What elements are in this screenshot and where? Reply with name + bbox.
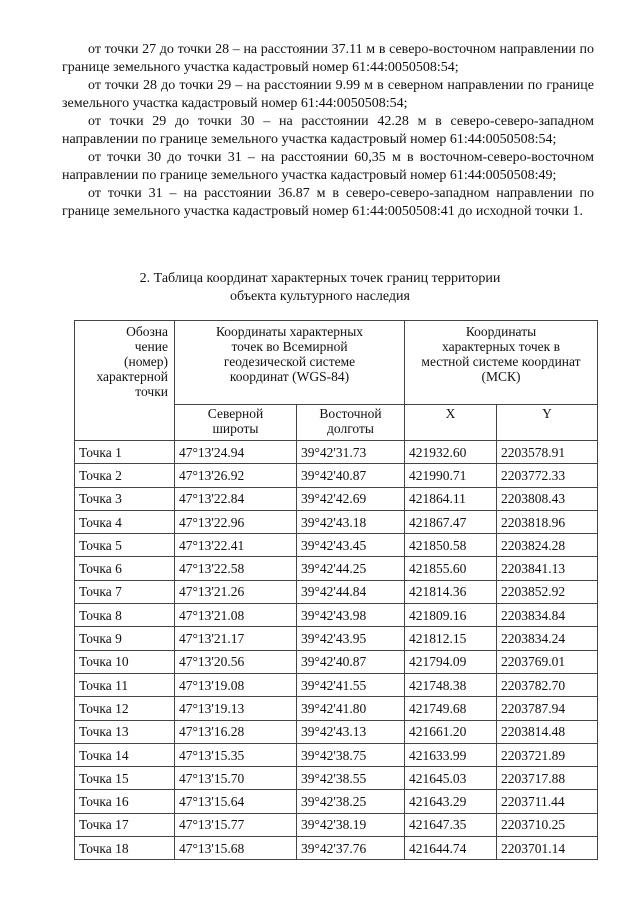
cell-lat: 47°13'15.77 xyxy=(175,813,297,836)
cell-lat: 47°13'15.68 xyxy=(175,837,297,860)
cell-y: 2203710.25 xyxy=(497,813,598,836)
cell-name: Точка 3 xyxy=(75,487,175,510)
cell-y: 2203852.92 xyxy=(497,580,598,603)
cell-x: 421661.20 xyxy=(405,720,497,743)
header-msk: Координаты характерных точек в местной системе координат (МСК) xyxy=(405,321,598,405)
paragraph-4: от точки 30 до точки 31 – на расстоянии 60,35 м в восточном-северо-восточном направлении по границе земельного участка кадастровый номер 61:44:0050508:49; xyxy=(62,150,594,183)
cell-name: Точка 5 xyxy=(75,534,175,557)
subheader-north: Северной широты xyxy=(175,405,297,441)
cell-lon: 39°42'40.87 xyxy=(297,650,405,673)
cell-name: Точка 4 xyxy=(75,510,175,533)
cell-name: Точка 9 xyxy=(75,627,175,650)
cell-name: Точка 16 xyxy=(75,790,175,813)
cell-name: Точка 2 xyxy=(75,464,175,487)
paragraph-5: от точки 31 – на расстоянии 36.87 м в северо-северо-западном направлении по границе земельного участка кадастровый номер 61:44:0050508:41 до исходной точки 1. xyxy=(62,186,594,219)
header-point-designation: Обозна чение (номер) характерной точки xyxy=(75,321,175,441)
table-row xyxy=(75,650,598,673)
table-row xyxy=(75,813,598,836)
cell-name: Точка 15 xyxy=(75,767,175,790)
cell-x: 421867.47 xyxy=(405,510,497,533)
table-row xyxy=(75,720,598,743)
cell-y: 2203818.96 xyxy=(497,510,598,533)
cell-x: 421633.99 xyxy=(405,743,497,766)
cell-name: Точка 1 xyxy=(75,441,175,464)
table-row xyxy=(75,487,598,510)
cell-lat: 47°13'26.92 xyxy=(175,464,297,487)
cell-name: Точка 13 xyxy=(75,720,175,743)
cell-x: 421850.58 xyxy=(405,534,497,557)
paragraph-2: от точки 28 до точки 29 – на расстоянии 9.99 м в северном направлении по границе земельного участка кадастровый номер 61:44:0050508:54; xyxy=(62,78,594,111)
cell-lat: 47°13'22.96 xyxy=(175,510,297,533)
table-row xyxy=(75,464,598,487)
cell-lon: 39°42'44.84 xyxy=(297,580,405,603)
cell-lat: 47°13'21.08 xyxy=(175,604,297,627)
table-row xyxy=(75,767,598,790)
table-row xyxy=(75,673,598,696)
cell-name: Точка 11 xyxy=(75,673,175,696)
cell-x: 421809.16 xyxy=(405,604,497,627)
cell-y: 2203701.14 xyxy=(497,837,598,860)
cell-y: 2203824.28 xyxy=(497,534,598,557)
cell-x: 421864.11 xyxy=(405,487,497,510)
coordinates-table xyxy=(74,320,598,860)
boundary-description xyxy=(62,41,594,221)
cell-lat: 47°13'16.28 xyxy=(175,720,297,743)
cell-lon: 39°42'43.98 xyxy=(297,604,405,627)
table-row xyxy=(75,534,598,557)
table-row xyxy=(75,580,598,603)
cell-y: 2203782.70 xyxy=(497,673,598,696)
cell-x: 421644.74 xyxy=(405,837,497,860)
cell-y: 2203578.91 xyxy=(497,441,598,464)
cell-x: 421794.09 xyxy=(405,650,497,673)
cell-lon: 39°42'37.76 xyxy=(297,837,405,860)
cell-name: Точка 18 xyxy=(75,837,175,860)
cell-lat: 47°13'22.84 xyxy=(175,487,297,510)
subheader-east: Восточной долготы xyxy=(297,405,405,441)
cell-lat: 47°13'20.56 xyxy=(175,650,297,673)
cell-lat: 47°13'21.26 xyxy=(175,580,297,603)
cell-name: Точка 7 xyxy=(75,580,175,603)
cell-lat: 47°13'15.70 xyxy=(175,767,297,790)
cell-y: 2203787.94 xyxy=(497,697,598,720)
table-row xyxy=(75,697,598,720)
cell-x: 421748.38 xyxy=(405,673,497,696)
cell-lat: 47°13'22.41 xyxy=(175,534,297,557)
cell-name: Точка 14 xyxy=(75,743,175,766)
cell-x: 421932.60 xyxy=(405,441,497,464)
cell-lon: 39°42'43.18 xyxy=(297,510,405,533)
cell-y: 2203834.24 xyxy=(497,627,598,650)
cell-lon: 39°42'43.95 xyxy=(297,627,405,650)
table-row xyxy=(75,743,598,766)
cell-y: 2203721.89 xyxy=(497,743,598,766)
cell-y: 2203841.13 xyxy=(497,557,598,580)
cell-name: Точка 12 xyxy=(75,697,175,720)
cell-y: 2203769.01 xyxy=(497,650,598,673)
table-heading xyxy=(80,270,560,306)
cell-lon: 39°42'43.45 xyxy=(297,534,405,557)
table-row xyxy=(75,604,598,627)
paragraph-1: от точки 27 до точки 28 – на расстоянии 37.11 м в северо-восточном направлении по границе земельного участка кадастровый номер 61:44:0050508:54; xyxy=(62,42,594,75)
paragraph-3: от точки 29 до точки 30 – на расстоянии 42.28 м в северо-северо-западном направлении по границе земельного участка кадастровый номер 61:44:0050508:54; xyxy=(62,114,594,147)
cell-name: Точка 6 xyxy=(75,557,175,580)
cell-y: 2203711.44 xyxy=(497,790,598,813)
table-heading-line-2: объекта культурного наследия xyxy=(230,289,410,304)
cell-x: 421643.29 xyxy=(405,790,497,813)
cell-lon: 39°42'44.25 xyxy=(297,557,405,580)
header-wgs84: Координаты характерных точек во Всемирной геодезической системе координат (WGS-84) xyxy=(175,321,405,405)
cell-x: 421645.03 xyxy=(405,767,497,790)
cell-x: 421990.71 xyxy=(405,464,497,487)
cell-lat: 47°13'15.35 xyxy=(175,743,297,766)
cell-lon: 39°42'38.25 xyxy=(297,790,405,813)
cell-lat: 47°13'24.94 xyxy=(175,441,297,464)
cell-lat: 47°13'19.13 xyxy=(175,697,297,720)
cell-lon: 39°42'38.19 xyxy=(297,813,405,836)
cell-lon: 39°42'31.73 xyxy=(297,441,405,464)
cell-lat: 47°13'21.17 xyxy=(175,627,297,650)
cell-lon: 39°42'38.75 xyxy=(297,743,405,766)
subheader-x: X xyxy=(405,405,497,441)
table-row xyxy=(75,837,598,860)
cell-y: 2203808.43 xyxy=(497,487,598,510)
cell-lon: 39°42'42.69 xyxy=(297,487,405,510)
subheader-y: Y xyxy=(497,405,598,441)
cell-lon: 39°42'38.55 xyxy=(297,767,405,790)
table-row xyxy=(75,441,598,464)
cell-x: 421855.60 xyxy=(405,557,497,580)
table-heading-line-1: 2. Таблица координат характерных точек границ территории xyxy=(139,271,501,286)
cell-lat: 47°13'22.58 xyxy=(175,557,297,580)
table-row xyxy=(75,557,598,580)
cell-lon: 39°42'40.87 xyxy=(297,464,405,487)
cell-name: Точка 10 xyxy=(75,650,175,673)
table-row xyxy=(75,627,598,650)
cell-x: 421647.35 xyxy=(405,813,497,836)
cell-lat: 47°13'15.64 xyxy=(175,790,297,813)
cell-name: Точка 8 xyxy=(75,604,175,627)
cell-x: 421812.15 xyxy=(405,627,497,650)
cell-y: 2203772.33 xyxy=(497,464,598,487)
cell-x: 421814.36 xyxy=(405,580,497,603)
cell-y: 2203717.88 xyxy=(497,767,598,790)
cell-lon: 39°42'43.13 xyxy=(297,720,405,743)
table-row xyxy=(75,790,598,813)
cell-name: Точка 17 xyxy=(75,813,175,836)
cell-y: 2203814.48 xyxy=(497,720,598,743)
cell-y: 2203834.84 xyxy=(497,604,598,627)
cell-x: 421749.68 xyxy=(405,697,497,720)
cell-lat: 47°13'19.08 xyxy=(175,673,297,696)
cell-lon: 39°42'41.80 xyxy=(297,697,405,720)
table-row xyxy=(75,510,598,533)
cell-lon: 39°42'41.55 xyxy=(297,673,405,696)
